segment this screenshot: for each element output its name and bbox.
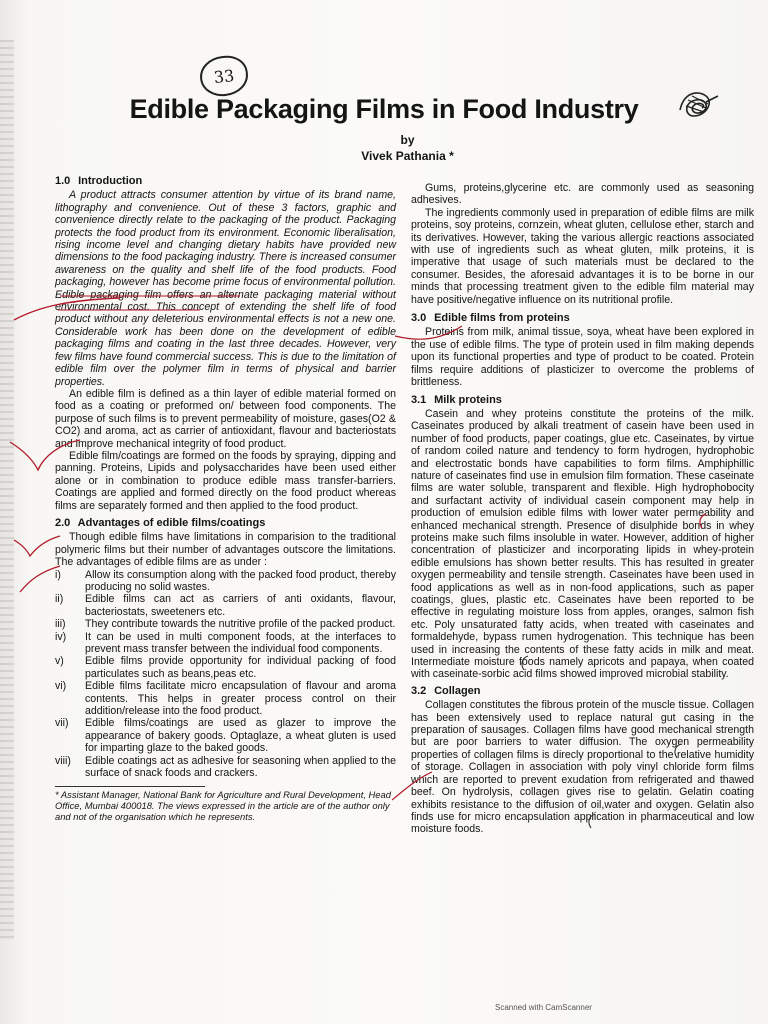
list-item bbox=[55, 655, 396, 680]
author-footnote: * Assistant Manager, National Bank for Agriculture and Rural Development, Head Office, Mumbai 400018. The views expressed in the article are of the author only and not of the organisation which he represents. bbox=[55, 788, 391, 822]
list-item-number: viii) bbox=[55, 754, 71, 767]
list-item-text: Edible films can act as carriers of anti oxidants, flavour, bacteriostats, sweeteners etc. bbox=[85, 593, 396, 618]
proteins-paragraph: Proteins from milk, animal tissue, soya, wheat have been explored in the use of edible films. The type of protein used in film making depends upon its functional properties and type of product to be coated. Protein films require additions of plasticizer to overcome the problems of brittleness. bbox=[411, 326, 754, 389]
byline: by bbox=[400, 133, 415, 147]
footnote-divider bbox=[55, 786, 205, 787]
list-item-number: v) bbox=[55, 655, 64, 668]
list-item-text: Edible coatings act as adhesive for seasoning when applied to the surface of snack foods and crackers. bbox=[85, 754, 396, 780]
list-item-text: They contribute towards the nutritive profile of the packed product. bbox=[85, 618, 396, 631]
advantages-list bbox=[55, 569, 396, 780]
red-pen-check-icon bbox=[14, 536, 60, 556]
list-item bbox=[55, 593, 396, 618]
article-title: Edible Packaging Films in Food Industry bbox=[129, 94, 639, 124]
list-item bbox=[55, 631, 396, 656]
section-heading-milk-proteins bbox=[411, 394, 754, 406]
collagen-paragraph: Collagen constitutes the fibrous protein of the muscle tissue. Collagen has been extensively used to replace natural gut casing in the preparation of sausages. Collagen films have good mechanical strength but are poor barriers to water diffusion. The oxygen permeability properties of collagen films is direcly proportional to the relative humidity of storage. Collagen in association with poly vinyl chloride form films which are reported to prevent exudation from refrigerated and thawed beef. On hydrolysis, collagen gives rise to gelatin. Gelatin coating exhibits resistance to the diffusion of oil,water and oxygen. Gelatin also finds use for micro encapsulation application in pharmaceutical and low moisture foods. bbox=[411, 699, 754, 836]
section-number: 2.0 bbox=[55, 516, 71, 529]
section-number: 3.0 bbox=[411, 312, 427, 325]
intro-paragraph-2: An edible film is defined as a thin layer of edible material formed on food as a coating or preformed on/ between food components. The purpose of such films is to prevent permeability of moisture, gases(O2 & CO2) and aroma, act as carrier of antioxidant, flavour and bacteriostats and improve mechanical integrity of food product. bbox=[55, 387, 396, 450]
section-title: Advantages of edible films/coatings bbox=[77, 516, 266, 529]
section-title: Introduction bbox=[78, 175, 143, 187]
seasoning-paragraph: Gums, proteins,glycerine etc. are commonly used as seasoning adhesives. bbox=[411, 182, 754, 207]
list-item bbox=[55, 569, 396, 594]
intro-paragraph-3: Edible film/coatings are formed on the foods by spraying, dipping and panning. Proteins, Lipids and polysaccharides have been used either alone or in combination to produce edible mass transfer-barriers. Coatings are applied and formed directly on the food product whereas films are separately formed and then applied to the food product. bbox=[55, 449, 396, 512]
red-pen-check-icon bbox=[20, 566, 60, 592]
list-item bbox=[55, 618, 396, 630]
section-number: 1.0 bbox=[55, 175, 71, 187]
ingredients-paragraph: The ingredients commonly used in preparation of edible films are milk proteins, soy proteins, cornzein, wheat gluten, cellulose ether, starch and its derivatives. However, taking the various allergic reactions associated with use of ingredients such as wheat gluten, milk proteins, it is imperative that usage of such materials must be declared to the consumer. Besides, the aforesaid advantages it is to be borne in our minds that processing treatment given to the edible film material may have positive/negative influence on its nutritional profile. bbox=[411, 206, 754, 306]
list-item-number: iv) bbox=[55, 630, 67, 643]
intro-paragraph-1: A product attracts consumer attention by virtue of its brand name, lithography and convenience. Out of these 3 factors, graphic and convenience directly relate to the packaging of the product. Packaging protects the food product from its environment. Economic liberalisation, rising income level and changing dietary habits have provided new dimensions to the food packaging industry. There is increased consumer awareness on the quality and shelf life of the food products. Food packaging, however has become prime focus of environmental pollution. Edible packaging film offers an alternate packaging material without environmental cost. This concept of extending the shelf life of food product without any deleterious environmental effects is not a new one. Considerable work has been done on the development of edible packaging films and coating in the last three decades. However, very few films have found commercial success. This is due to the limitation of edible film over the polymer film in terms of physical and barrier properties. bbox=[55, 189, 396, 388]
section-heading-advantages bbox=[55, 517, 396, 529]
list-item bbox=[55, 717, 396, 754]
advantages-paragraph: Though edible films have limitations in comparision to the traditional polymeric films but their number of advantages outscore the limitations. The advantages of edible films are as under : bbox=[55, 531, 396, 569]
scanner-watermark: Scanned with CamScanner bbox=[495, 1003, 592, 1012]
list-item-text: Edible films/coatings are used as glazer to improve the appearance of bakery goods. Optaglaze, a wheat gluten is used for imparting glaze to the baked goods. bbox=[85, 717, 396, 755]
list-item-text: Allow its consumption along with the packed food product, thereby producing no solid wastes. bbox=[85, 568, 396, 593]
list-item-number: ii) bbox=[55, 593, 64, 606]
list-item-text: It can be used in multi component foods, at the interfaces to prevent mass transfer between the individual food components. bbox=[85, 630, 396, 656]
milk-proteins-paragraph: Casein and whey proteins constitute the proteins of the milk. Caseinates produced by alkali treatment of casein have been used in number of food products, paper coatings, glue etc. Caseinates, by virtue of random coiled nature and tendency to form hydrogen, hydrophobic and electrostatic bonds have capabilities to form films. Amphiphillic nature of caseinates find use in emulsion film formation. These caseinate films are water soluble, transparent and flexible. High hydrophobocity and surfactant activity of individual casein component may help in production of emulsion edible films with lower water permeability and enhanced mechanical strength. Presence of disulphide bonds in whey proteins make such films insoluble in water. However, addition of higher concentration of plasticizer and incorporating lipids in whey-protein edible emulsions has shown better results. This has resulted in greater oxygen permeability and tensile strength. Caseinates have been used in food applications as well as in non-food applications, such as paper coatings, glues, plastic etc. Caseinates have been reported to be effective in regulating moisture loss from apples, oranges, salmon fish etc. Poly unsaturated fatty acids, when treated with caseinates and formaldehyde, bypass rumen hydrogenation. This technique has been used in increasing the contents of these fatty acids in milk and meat. Intermediate moisture foods namely apricots and papaya, when coated with caseinate-sorbic acid films showed improved microbial stability. bbox=[411, 407, 754, 681]
section-heading-collagen bbox=[411, 685, 754, 697]
left-column bbox=[55, 172, 396, 822]
handwritten-page-number: 33 bbox=[198, 54, 250, 99]
author-name: Vivek Pathania * bbox=[361, 149, 454, 163]
section-number: 3.2 bbox=[411, 684, 427, 697]
list-item-number: vi) bbox=[55, 680, 67, 693]
list-item-number: iii) bbox=[55, 618, 66, 631]
section-title: Edible films from proteins bbox=[434, 312, 570, 325]
list-item-text: Edible films facilitate micro encapsulation of flavour and aroma contents. This helps in greater process control on their addition/release into the food product. bbox=[85, 680, 396, 718]
section-title: Milk proteins bbox=[434, 393, 502, 406]
list-item-text: Edible films provide opportunity for individual packing of food particulates such as beans,peas etc. bbox=[85, 655, 396, 680]
section-heading-proteins bbox=[411, 312, 754, 324]
list-item-number: vii) bbox=[55, 717, 69, 730]
section-heading-introduction bbox=[55, 175, 396, 187]
right-column bbox=[411, 182, 754, 836]
page-edge-shadow bbox=[0, 40, 14, 940]
list-item bbox=[55, 680, 396, 717]
list-item bbox=[55, 755, 396, 780]
section-title: Collagen bbox=[434, 684, 481, 697]
section-number: 3.1 bbox=[411, 393, 427, 406]
list-item-number: i) bbox=[55, 568, 61, 581]
